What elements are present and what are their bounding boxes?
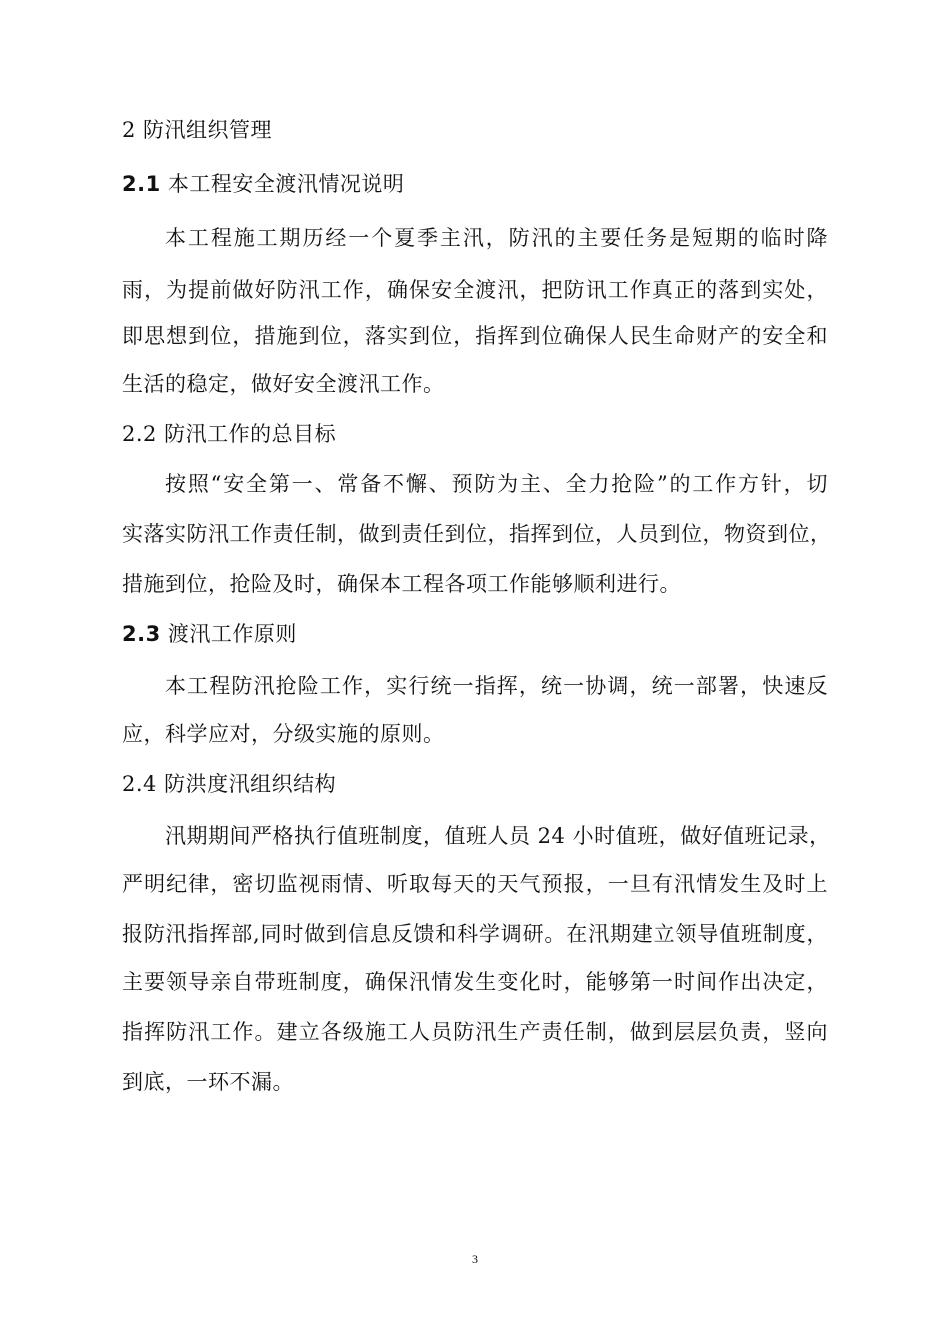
subsection-title: 本工程安全渡汛情况说明 [160,172,405,196]
paragraph-line: 汛期期间严格执行值班制度，值班人员 24 小时值班，做好值班记录， [165,824,831,848]
paragraph-line: 实落实防汛工作责任制，做到责任到位，指挥到位，人员到位，物资到位， [122,522,832,546]
paragraph-line: 本工程防汛抢险工作，实行统一指挥，统一协调，统一部署，快速反 [165,674,828,698]
page-number: 3 [472,1252,478,1266]
paragraph-line: 报防汛指挥部,同时做到信息反馈和科学调研。在汛期建立领导值班制度， [122,922,828,946]
paragraph-line: 指挥防汛工作。建立各级施工人员防汛生产责任制，做到层层负责，竖向 [122,1020,828,1044]
paragraph-line: 严明纪律，密切监视雨情、听取每天的天气预报，一旦有汛情发生及时上 [122,872,828,896]
paragraph-line: 生活的稳定，做好安全渡汛工作。 [122,372,445,396]
subsection-title: 渡汛工作原则 [160,622,297,646]
subsection-number: 2.3 [122,622,161,646]
paragraph-line: 本工程施工期历经一个夏季主汛，防汛的主要任务是短期的临时降 [165,226,828,250]
subsection-number: 2.1 [122,172,161,196]
paragraph-line: 到底，一环不漏。 [122,1070,294,1094]
section-heading: 2 防汛组织管理 [122,118,273,142]
subsection-heading-2-3 [122,620,297,648]
subsection-heading-2-2: 2.2 防汛工作的总目标 [122,422,337,446]
subsection-heading-2-1 [122,170,404,198]
paragraph-line: 应，科学应对，分级实施的原则。 [122,722,445,746]
paragraph-line: 即思想到位，措施到位，落实到位，指挥到位确保人民生命财产的安全和 [122,324,828,348]
subsection-heading-2-4: 2.4 防洪度汛组织结构 [122,772,337,796]
paragraph-line: 雨，为提前做好防汛工作，确保安全渡汛，把防讯工作真正的落到实处， [122,278,828,302]
paragraph-line: 措施到位，抢险及时，确保本工程各项工作能够顺利进行。 [122,572,681,596]
paragraph-line: 主要领导亲自带班制度，确保汛情发生变化时，能够第一时间作出决定， [122,970,828,994]
paragraph-line: 按照“安全第一、常备不懈、预防为主、全力抢险”的工作方针，切 [165,472,828,496]
